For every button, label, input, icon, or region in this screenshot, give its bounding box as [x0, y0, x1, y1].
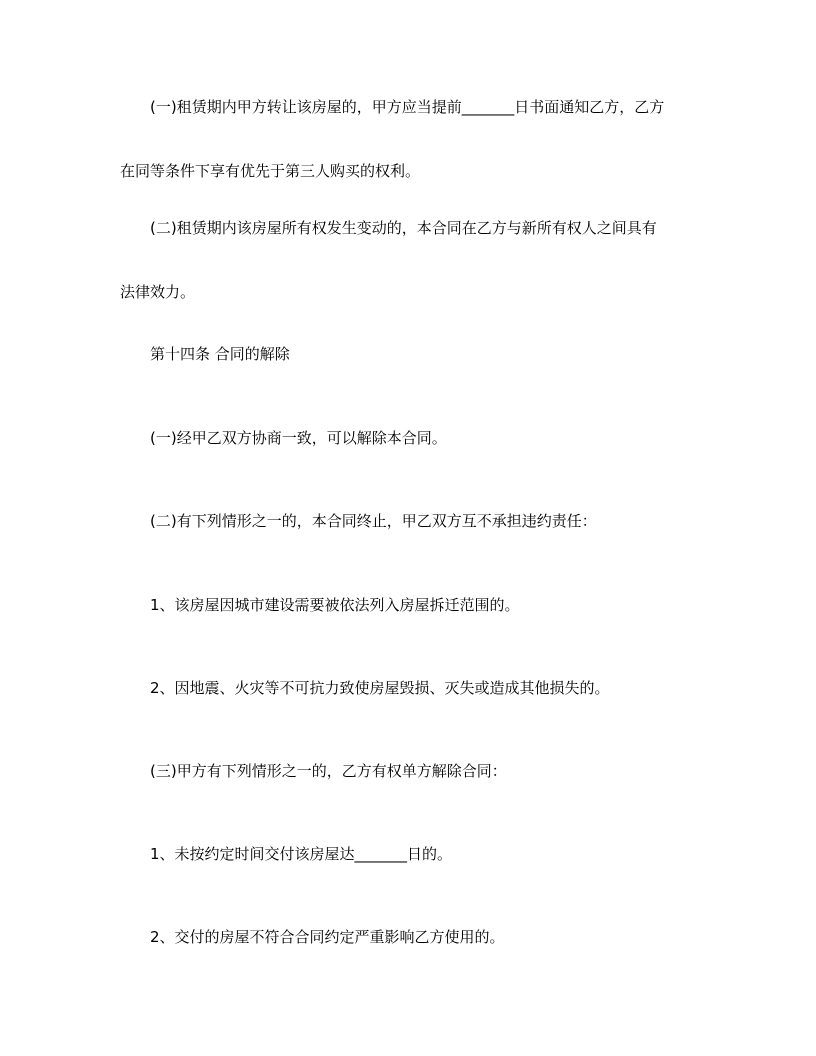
- list-item-late-delivery: [120, 822, 700, 886]
- list-item-force-majeure: [120, 656, 700, 720]
- paragraph-line: (一)经甲乙双方协商一致，可以解除本合同。: [150, 429, 447, 447]
- paragraph-lessee-rescission: [120, 739, 700, 803]
- paragraph-line: 法律效力。: [120, 283, 196, 301]
- paragraph-transfer-notice: [120, 75, 700, 203]
- section-heading-article-14: [120, 322, 700, 386]
- list-item-text: 2、因地震、火灾等不可抗力致使房屋毁损、灭失或造成其他损失的。: [150, 679, 610, 697]
- paragraph-line: (一)租赁期内甲方转让该房屋的，甲方应当提前_______日书面通知乙方，乙方: [150, 98, 665, 116]
- paragraph-line: (三)甲方有下列情形之一的，乙方有权单方解除合同：: [150, 762, 507, 780]
- paragraph-line: (二)租赁期内该房屋所有权发生变动的，本合同在乙方与新所有权人之间具有: [150, 219, 657, 237]
- paragraph-line: 在同等条件下享有优先于第三人购买的权利。: [120, 162, 421, 180]
- list-item-text: 1、该房屋因城市建设需要被依法列入房屋拆迁范围的。: [150, 596, 520, 614]
- paragraph-line: (二)有下列情形之一的，本合同终止，甲乙双方互不承担违约责任：: [150, 512, 597, 530]
- paragraph-mutual-termination: [120, 406, 700, 470]
- list-item-text: 1、未按约定时间交付该房屋达_______日的。: [150, 845, 453, 863]
- list-item-text: 2、交付的房屋不符合合同约定严重影响乙方使用的。: [150, 928, 505, 946]
- paragraph-ownership-change: [120, 196, 700, 324]
- section-heading-text: 第十四条 合同的解除: [150, 345, 290, 363]
- list-item-demolition: [120, 573, 700, 637]
- paragraph-termination-conditions: [120, 489, 700, 553]
- list-item-nonconforming-property: [120, 905, 700, 969]
